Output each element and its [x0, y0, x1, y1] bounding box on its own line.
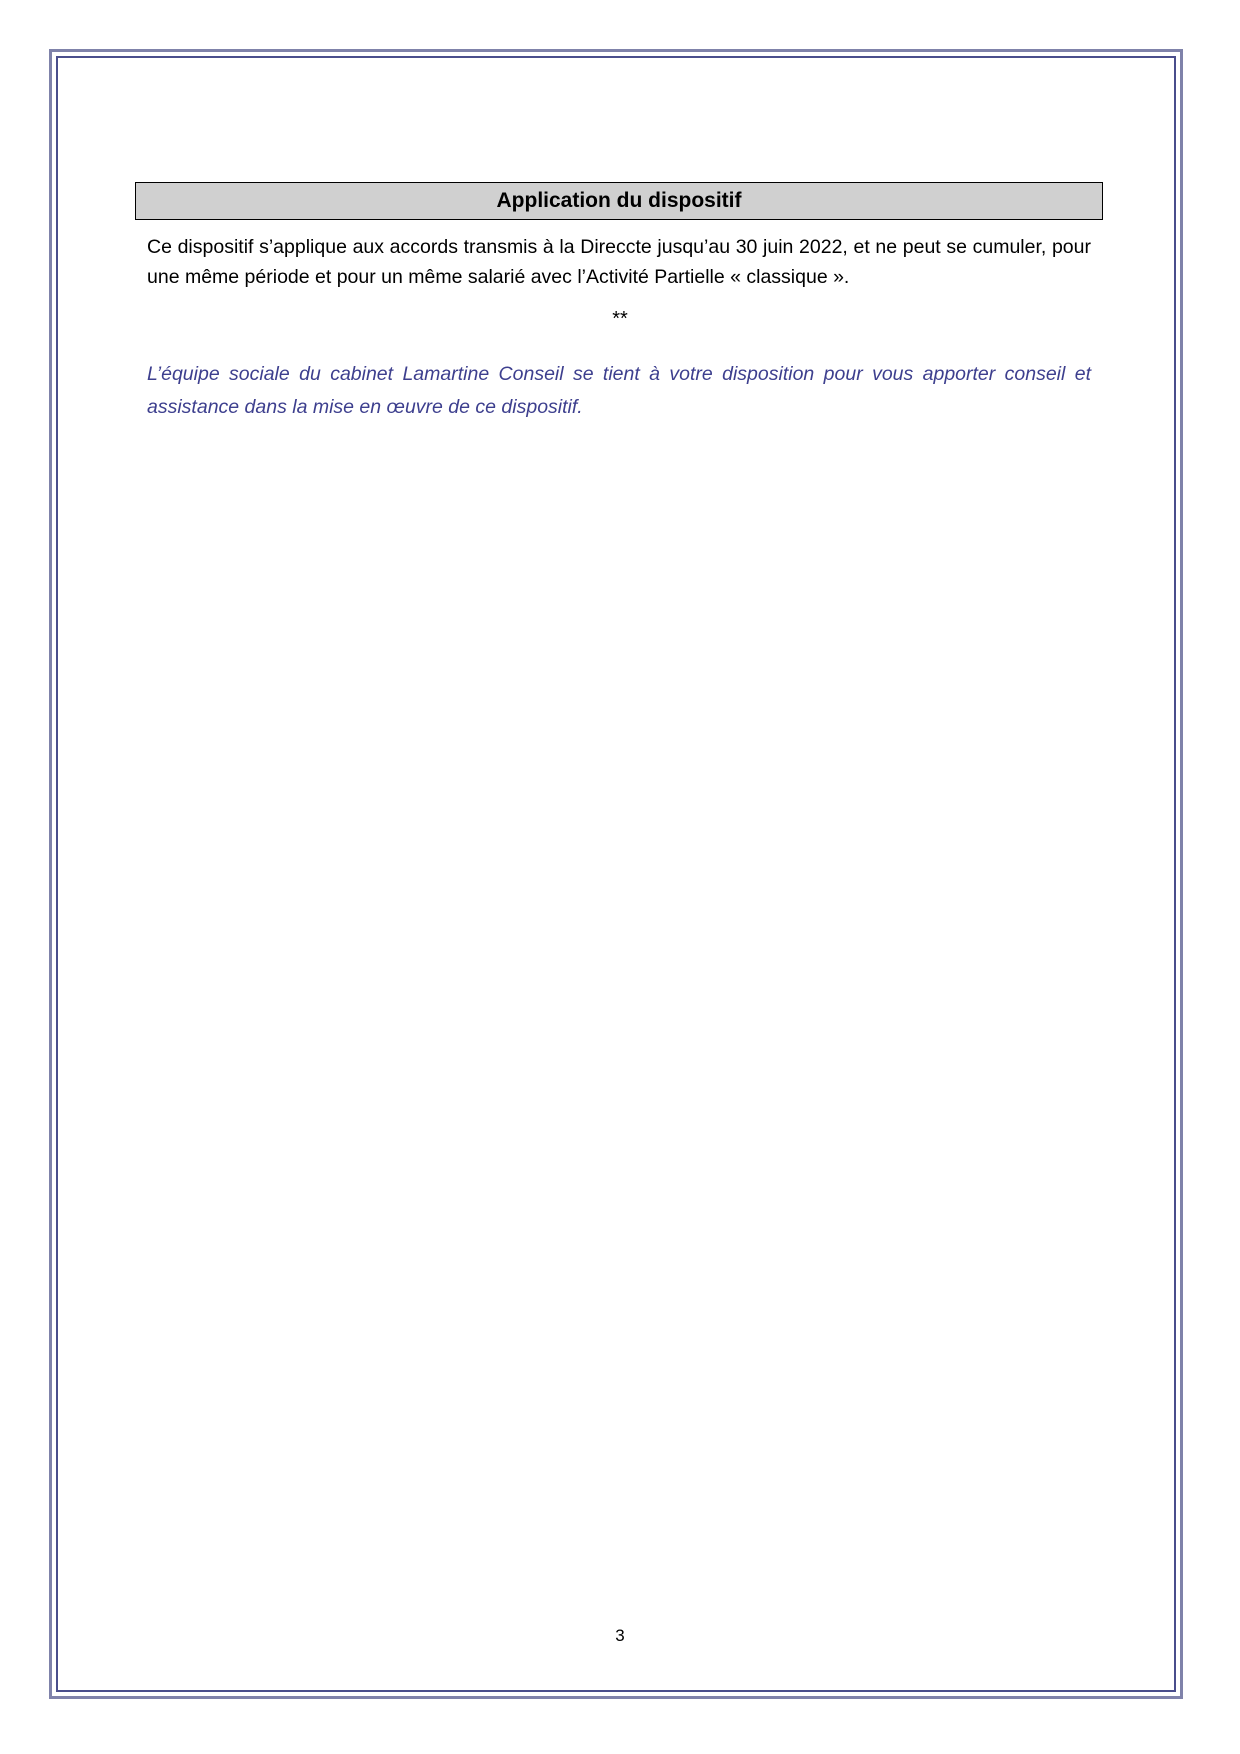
page-border-inner: [56, 56, 1176, 1692]
section-separator: **: [612, 308, 628, 330]
closing-note: L’équipe sociale du cabinet Lamartine Conseil se tient à votre disposition pour vous apporter conseil et assistance dans la mise en œuvre de ce dispositif.: [147, 363, 1091, 418]
body-paragraph: Ce dispositif s’applique aux accords transmis à la Direccte jusqu’au 30 juin 2022, et ne peut se cumuler, pour une même période et pour un même salarié avec l’Activité Partielle « classique ».: [147, 236, 1091, 288]
page-number: 3: [615, 1626, 625, 1645]
section-header: [135, 182, 1103, 220]
section-title: Application du dispositif: [496, 189, 742, 212]
